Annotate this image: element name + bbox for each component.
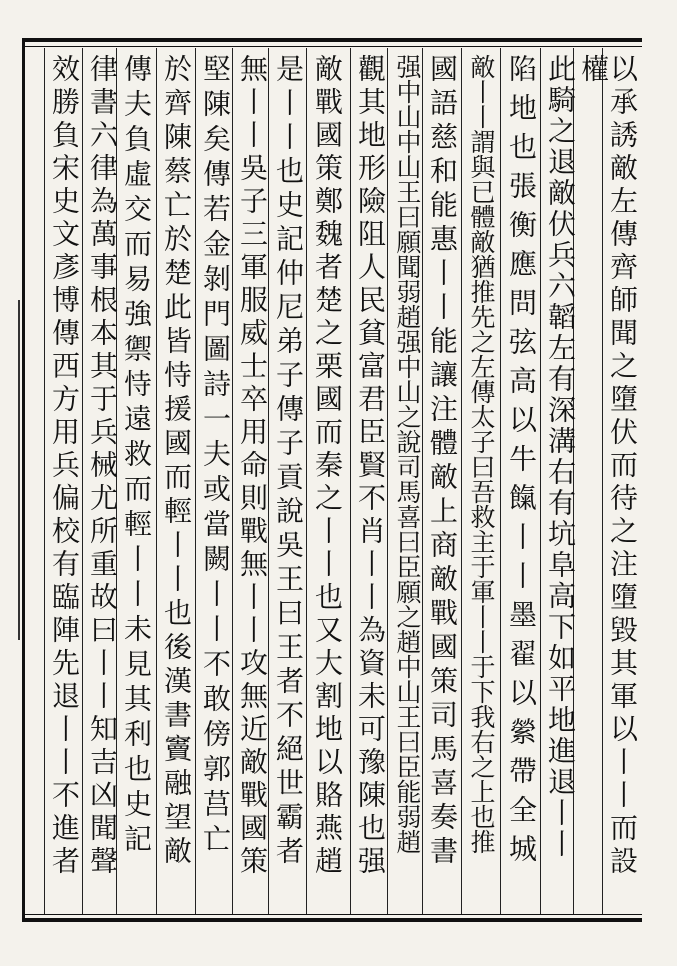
text-column: 觀其地形險阻人民貧富君臣賢不肖丨丨為資未可豫陳也强 (354, 54, 387, 879)
column-rule (44, 48, 45, 914)
column-rule (461, 48, 462, 914)
column-rule (232, 48, 233, 914)
text-column: 此騎之退敵伏兵六韜左有深溝右有坑阜高下如平地進退丨丨 (544, 54, 577, 860)
frame-inner-bottom-rule (22, 914, 642, 915)
text-column: 權 (577, 54, 610, 903)
column-rule (387, 48, 388, 914)
text-column: 是丨丨也史記仲尼弟子傳子貢說吳王曰王者不絕世霸者 (272, 54, 305, 870)
text-column: 敵戰國策鄭魏者楚之栗國而秦之丨丨也又大割地以賂燕趙 (311, 54, 344, 879)
column-rule (350, 48, 351, 914)
column-rule (500, 48, 501, 914)
text-column: 陷地也張衡應問弦高以牛餼丨丨墨翟以縈帶全城 (505, 54, 538, 873)
text-column: 强中山中山王曰願聞弱趙强中山之說司馬喜曰臣願之趙中山王曰臣能弱趙 (393, 54, 422, 854)
text-column: 敵丨丨謂與已體敵猶推先之左傳太子曰吾救主于軍丨丨于下我右之上也推 (467, 54, 496, 854)
column-rule (195, 48, 196, 914)
column-rule (306, 48, 307, 914)
column-rule (82, 48, 83, 914)
column-rule (540, 48, 541, 914)
binding-edge (18, 300, 32, 640)
column-rule (156, 48, 157, 914)
text-column: 國語慈和能惠丨丨能讓注體敵上商敵戰國策司馬喜奏書 (426, 54, 459, 870)
text-column: 堅陳矣傳若金剝門圖詩一夫或當闕丨丨不敢傍郭莒亡 (199, 54, 232, 859)
text-column: 律書六律為萬事根本其于兵械尤所重故曰丨丨知吉凶聞聲 (86, 54, 119, 879)
text-column: 效勝負宋史文彥博傳西方用兵偏校有臨陣先退丨丨不進者 (48, 54, 81, 879)
text-column: 無丨丨吳子三軍服威士卒用命則戰無丨丨攻無近敵戰國策 (236, 54, 269, 879)
frame-inner-top-rule (22, 46, 642, 47)
text-column: 以承誘敵左傳齊師聞之墮伏而待之注墮毀其軍以丨丨而設 (606, 54, 639, 879)
text-column: 傳夫負虛交而易強禦恃遠救而輕丨丨未見其利也史記 (120, 54, 153, 859)
text-column: 於齊陳蔡亡於楚此皆恃援國而輕丨丨也後漢書竇融望敵 (160, 54, 193, 870)
